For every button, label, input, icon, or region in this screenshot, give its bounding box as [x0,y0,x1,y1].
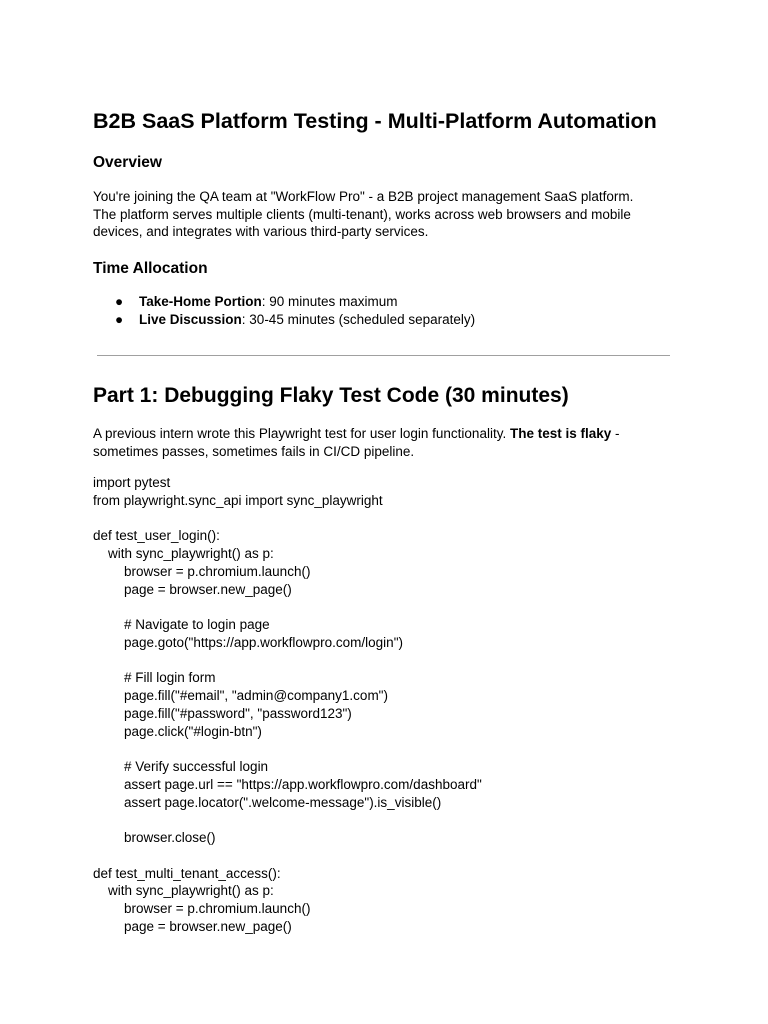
code-line: page.fill("#email", "admin@company1.com") [124,688,388,703]
time-allocation-list [93,293,475,328]
code-line: assert page.url == "https://app.workflowpro.com/dashboard" [124,776,482,792]
code-line [93,652,482,670]
code-line: import pytest [93,475,171,490]
document-title: B2B SaaS Platform Testing - Multi-Platform Automation [93,109,657,133]
intro-emphasis: The test is flaky [509,426,612,441]
code-line: def test_user_login(): [93,528,220,544]
intro-text-tail: - [611,426,620,441]
overview-line: devices, and integrates with various third-party services. [93,224,429,239]
overview-line: You're joining the QA team at "WorkFlow Pro" - a B2B project management SaaS platform. [93,189,634,204]
list-item [93,293,475,311]
code-line [93,811,482,829]
overview-line: The platform serves multiple clients (multi-tenant), works across web browsers and mobile [93,206,631,222]
part1-intro-line: sometimes passes, sometimes fails in CI/CD pipeline. [93,443,415,459]
code-line: page.click("#login-btn") [124,723,262,739]
code-line: def test_multi_tenant_access(): [93,865,281,881]
code-line [93,598,482,616]
code-line: # Fill login form [124,670,216,686]
code-line: # Verify successful login [124,759,269,774]
part1-intro-line [93,425,713,443]
item-value: : 90 minutes maximum [261,294,398,309]
overview-paragraph [93,188,693,241]
item-label: Take-Home Portion [139,294,262,309]
list-item [93,311,475,329]
code-line: page.goto("https://app.workflowpro.com/login") [124,634,403,650]
code-line: browser.close() [124,830,216,845]
code-line: with sync_playwright() as p: [108,883,274,899]
time-allocation-heading: Time Allocation [93,260,208,277]
code-line: browser = p.chromium.launch() [124,563,311,579]
code-line: from playwright.sync_api import sync_playwright [93,492,383,508]
item-value: : 30-45 minutes (scheduled separately) [241,311,476,327]
code-line: assert page.locator(".welcome-message").is_visible() [124,794,442,810]
code-line: with sync_playwright() as p: [108,546,274,561]
part1-heading: Part 1: Debugging Flaky Test Code (30 minutes) [93,384,569,407]
code-block [93,474,482,936]
item-label: Live Discussion [139,311,242,327]
code-line [93,847,482,865]
code-line: page.fill("#password", "password123") [124,705,352,721]
code-line: page = browser.new_page() [124,918,292,934]
code-line: # Navigate to login page [124,617,270,632]
horizontal-divider [97,355,670,356]
overview-heading: Overview [93,154,162,171]
code-line: page = browser.new_page() [124,581,292,597]
intro-text: A previous intern wrote this Playwright test for user login functionality. [93,426,510,441]
bullet-icon: ● [115,311,124,327]
part1-intro [93,425,713,460]
code-line [93,740,482,758]
code-line [93,510,482,528]
bullet-icon: ● [115,294,124,309]
code-line: browser = p.chromium.launch() [124,901,311,916]
